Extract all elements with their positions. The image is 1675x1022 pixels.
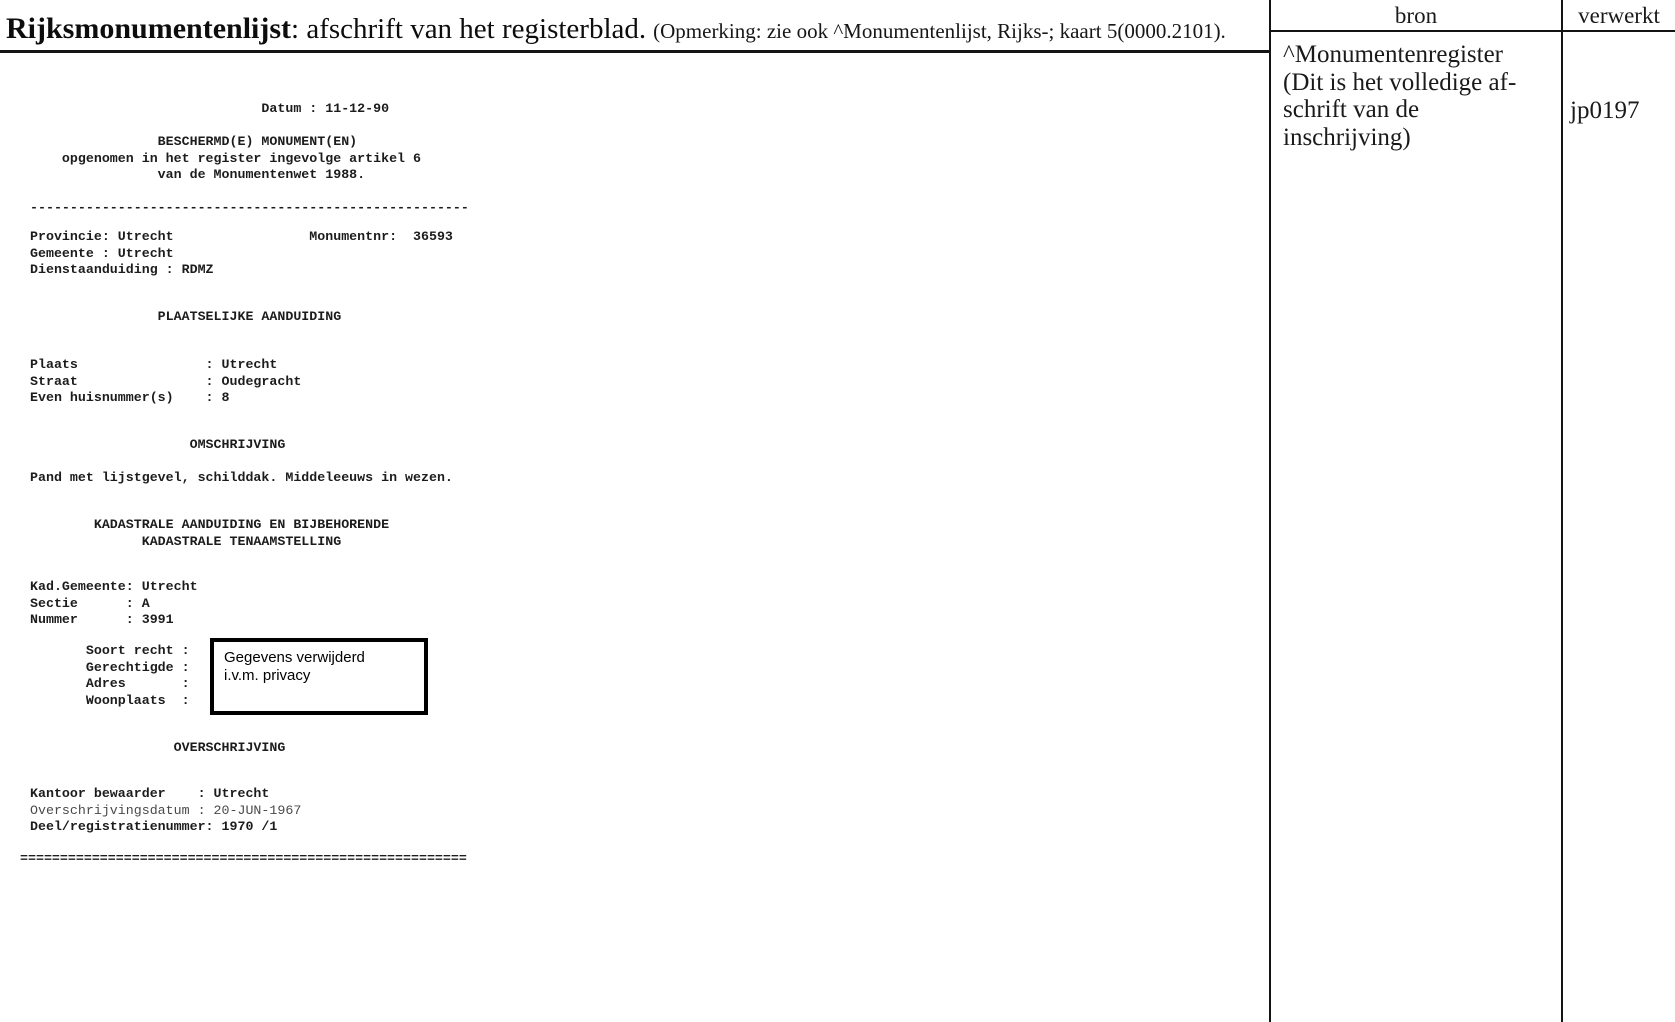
straat-line: Straat : Oudegracht: [30, 373, 302, 389]
deel-registratienummer-line: Deel/registratienummer: 1970 /1: [30, 819, 278, 834]
provincie-monumentnr-line: Provincie: Utrecht Monumentnr: 36593: [30, 229, 453, 244]
bron-verwerkt-divider: [1561, 0, 1563, 1022]
sectie-line: Sectie : A: [30, 595, 150, 611]
kad-gemeente-line: Kad.Gemeente: Utrecht: [30, 579, 198, 594]
nummer-line: Nummer : 3991: [30, 612, 174, 627]
woonplaats-label: Woonplaats :: [30, 692, 190, 708]
kadastrale-heading-line-2: KADASTRALE TENAAMSTELLING: [30, 533, 342, 549]
privacy-text-line-2: i.v.m. privacy: [224, 666, 311, 684]
dashed-divider: -------------------------------------------------------: [30, 200, 469, 215]
bron-source-note: [1283, 41, 1553, 151]
page-title-subtitle: : afschrift van het registerblad.: [291, 13, 647, 45]
plaatselijke-aanduiding-heading: PLAATSELIJKE AANDUIDING: [30, 309, 342, 324]
kantoor-bewaarder-line: Kantoor bewaarder : Utrecht: [30, 786, 270, 801]
main-vertical-divider: [1269, 0, 1271, 1022]
overschrijving-heading: OVERSCHRIJVING: [30, 740, 286, 755]
gerechtigde-label: Gerechtigde :: [30, 659, 190, 675]
soort-recht-label: Soort recht :: [30, 643, 190, 658]
monument-heading-line-3: van de Monumentenwet 1988.: [30, 167, 366, 182]
plaats-line: Plaats : Utrecht: [30, 357, 278, 372]
page-title-main: Rijksmonumentenlijst: [6, 12, 292, 45]
privacy-text-line-1: Gegevens verwijderd: [224, 649, 365, 666]
overschrijvingsdatum-line: Overschrijvingsdatum : 20-JUN-1967: [30, 802, 302, 818]
verwerkt-column-header: verwerkt: [1578, 3, 1660, 28]
monument-heading-line-1: BESCHERMD(E) MONUMENT(EN): [30, 134, 358, 149]
monument-heading-line-2: opgenomen in het register ingevolge artikel 6: [30, 150, 421, 166]
panel-header-underline: [1271, 30, 1675, 32]
huisnummer-line: Even huisnummer(s) : 8: [30, 390, 230, 405]
datum-line: Datum : 11-12-90: [30, 101, 390, 116]
kadastrale-heading-line-1: KADASTRALE AANDUIDING EN BIJBEHORENDE: [30, 517, 390, 532]
header-underline: [0, 50, 1269, 53]
dienstaanduiding-line: Dienstaanduiding : RDMZ: [30, 262, 214, 277]
privacy-redaction-box: [210, 638, 428, 715]
page-title: [6, 12, 1256, 46]
adres-label: Adres :: [30, 676, 190, 691]
end-double-divider: ========================================================: [20, 851, 467, 866]
verwerkt-code: jp0197: [1570, 97, 1640, 124]
omschrijving-text: Pand met lijstgevel, schilddak. Middeleeuws in wezen.: [30, 470, 453, 485]
bron-source-line-1: ^Monumentenregister: [1283, 41, 1504, 68]
omschrijving-heading: OMSCHRIJVING: [30, 437, 286, 452]
bron-source-line-3: schrift van de inschrijving): [1283, 96, 1420, 151]
page-title-note: (Opmerking: zie ook ^Monumentenlijst, Rijks-; kaart 5(0000.2101).: [653, 19, 1226, 43]
gemeente-line: Gemeente : Utrecht: [30, 245, 174, 261]
bron-column-header: bron: [1394, 3, 1438, 28]
bron-source-line-2: (Dit is het volledige af-: [1283, 68, 1517, 96]
